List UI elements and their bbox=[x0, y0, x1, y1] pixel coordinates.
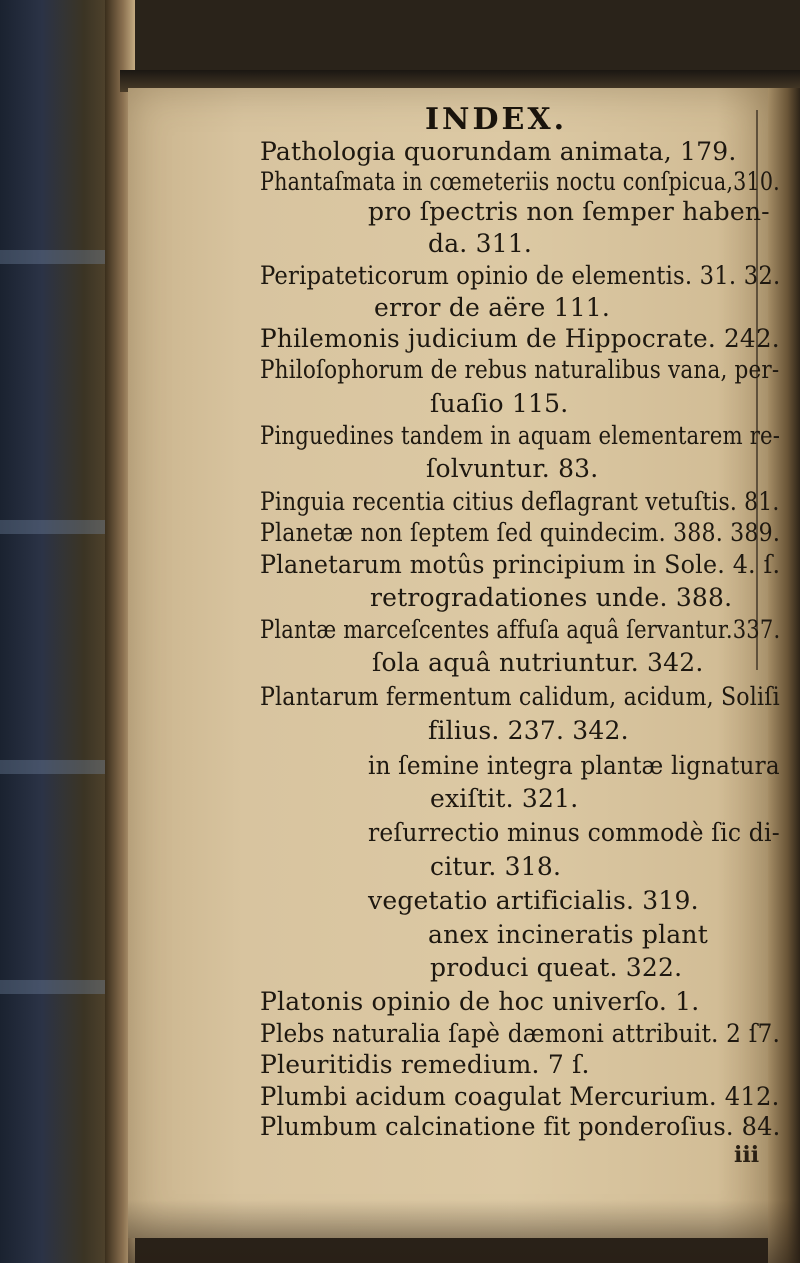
index-entry: ſolvuntur. 83. bbox=[426, 454, 599, 483]
index-entry: produci queat. 322. bbox=[430, 953, 683, 982]
index-entry: da. 311. bbox=[428, 229, 533, 258]
index-entry: Plumbi acidum coagulat Mercurium. 412. bbox=[260, 1082, 780, 1111]
index-entry: Plantarum fermentum calidum, acidum, Soliſi bbox=[260, 682, 780, 711]
index-entry: Pinguedines tandem in aquam elementarem re- bbox=[260, 421, 781, 450]
index-entry: citur. 318. bbox=[430, 852, 562, 881]
index-entry: exiſtit. 321. bbox=[430, 784, 579, 813]
index-entry: Philoſophorum de rebus naturalibus vana, per- bbox=[260, 355, 780, 384]
index-entry: Philemonis judicium de Hippocrate. 242. bbox=[260, 324, 780, 353]
index-entry: filius. 237. 342. bbox=[428, 716, 629, 745]
index-entry: anex incineratis plant bbox=[428, 920, 708, 949]
index-entry: Plumbum calcinatione fit ponderoſius. 84. bbox=[260, 1112, 781, 1141]
index-entry: in ſemine integra plantæ lignatura bbox=[368, 751, 780, 780]
index-entry: Platonis opinio de hoc univerſo. 1. bbox=[260, 987, 700, 1016]
index-entry: Pathologia quorundam animata, 179. bbox=[260, 137, 737, 166]
index-entry: Planetarum motûs principium in Sole. 4. ſ. bbox=[260, 550, 781, 579]
page-signature-mark: iii bbox=[734, 1142, 760, 1168]
index-entry: Pleuritidis remedium. 7 ſ. bbox=[260, 1050, 590, 1079]
index-entry: Plantæ marceſcentes affuſa aquâ ſervantur.337. bbox=[260, 615, 781, 644]
index-entry: error de aëre 111. bbox=[374, 293, 611, 322]
index-entry: pro ſpectris non ſemper haben- bbox=[368, 197, 770, 226]
index-entry: Plebs naturalia ſapè dæmoni attribuit. 2 ſ7. bbox=[260, 1019, 781, 1048]
index-entry: reſurrectio minus commodè ſic di- bbox=[368, 818, 780, 847]
index-entry: retrogradationes unde. 388. bbox=[370, 583, 733, 612]
index-entry: Planetæ non ſeptem ſed quindecim. 388. 389. bbox=[260, 518, 781, 547]
index-entry: ſuaſio 115. bbox=[430, 389, 569, 418]
index-entry: vegetatio artificialis. 319. bbox=[368, 886, 699, 915]
index-entry: Pinguia recentia citius deflagrant vetuſtis. 81. bbox=[260, 487, 780, 516]
index-entry: Peripateticorum opinio de elementis. 31. 32. bbox=[260, 261, 781, 290]
index-entry: ſola aquâ nutriuntur. 342. bbox=[372, 648, 704, 677]
index-entry: Phantaſmata in cœmeteriis noctu conſpicua,310. bbox=[260, 167, 780, 196]
page-heading: INDEX. bbox=[425, 102, 568, 137]
